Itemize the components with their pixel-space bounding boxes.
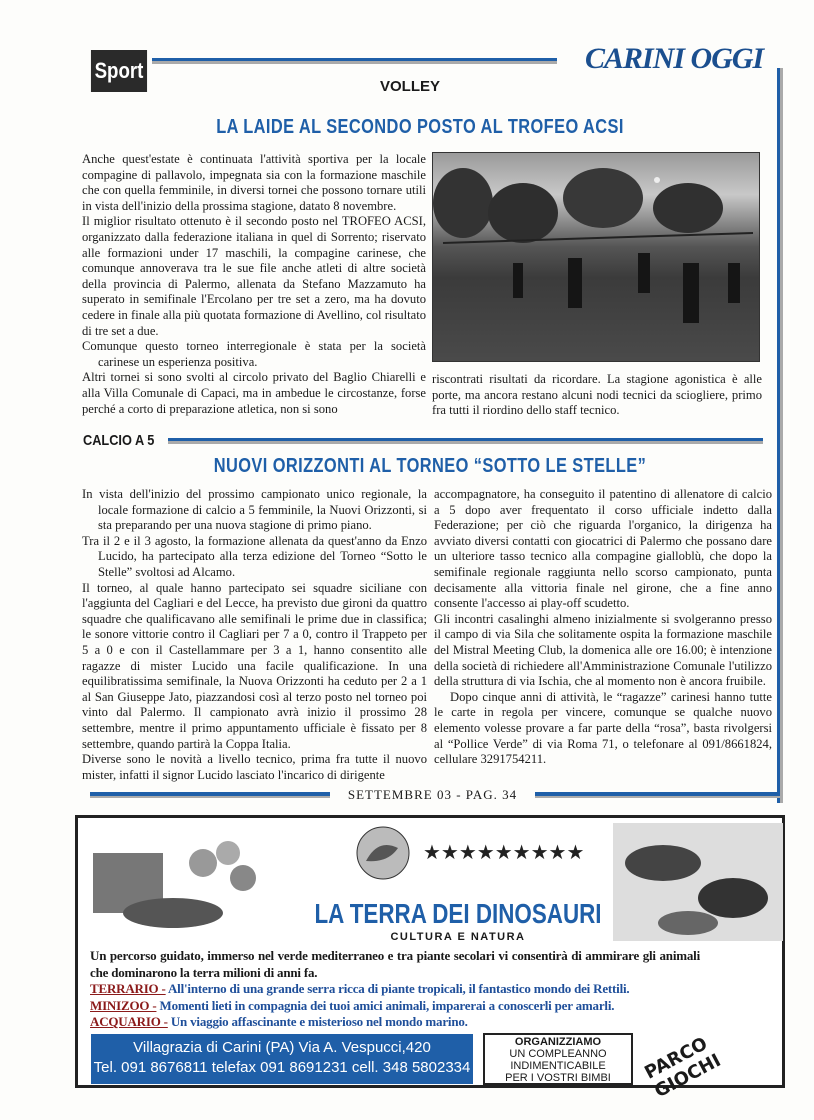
- article1-body-left: [82, 152, 426, 417]
- newspaper-logo: CARINI OGGI: [585, 42, 764, 75]
- dinosaur-emblem: [348, 823, 418, 883]
- paragraph: Diverse sono le novità a livello tecnico, prima fra tutte il nuovo mister, infatti il signor Lucido lasciato l'incarico di dirigente: [82, 752, 427, 782]
- section-tab-sport: Sport: [91, 50, 147, 92]
- playground-label: PARCO GIOCHI: [641, 1033, 725, 1103]
- section-label-calcio: CALCIO A 5: [83, 432, 155, 449]
- org-line: UN COMPLEANNO: [509, 1048, 607, 1060]
- item-label: ACQUARIO -: [90, 1014, 168, 1029]
- item-label: TERRARIO -: [90, 981, 166, 996]
- ad-item-acquario: [90, 1014, 700, 1031]
- footer-rule-right: [535, 792, 780, 798]
- category-label: VOLLEY: [379, 78, 440, 95]
- toys-illustration: [83, 823, 263, 933]
- ad-item-terrario: [90, 981, 700, 998]
- article2-body-right: [434, 487, 772, 768]
- paragraph: Tra il 2 e il 3 agosto, la formazione allenata da quest'anno da Enzo Lucido, ha partecipato alla terza edizione del Torneo “Sotto le Stelle” svoltosi ad Alcamo.: [82, 533, 427, 579]
- paragraph: Il miglior risultato ottenuto è il secondo posto nel TROFEO ACSI, organizzato dalla federazione italiana in quel di Sorrento; riservato alle formazioni under 17 maschili, la compagine carinese, che comunque annoverava tra le sue file anche atleti di altre società della provincia di Palermo, allenata da Stefano Mazzamuto ha superato in semifinale l'Ercolano per tre set a zero, ma ha dovuto cedere in finale alla più quotata formazione di Avellino, col risultato di tre set a due.: [82, 214, 426, 338]
- paragraph: In vista dell'inizio del prossimo campionato unico regionale, la locale formazione di calcio a 5 femminile, la Nuovi Orizzonti, si sta preparando per una nuova stagione di primo piano.: [82, 487, 427, 533]
- volleyball-players-image: [433, 153, 760, 362]
- ad-description: [90, 948, 700, 1031]
- org-line: INDIMENTICABILE: [510, 1060, 606, 1072]
- ad-phones: Tel. 091 8676811 telefax 091 8691231 cell. 348 5802334: [93, 1059, 471, 1076]
- article1-body-right: riscontrati risultati da ricordare. La stagione agonistica è alle porte, ma ancora restano alcuni nodi tecnici da sciogliere, primo fra tutti il riordino dello staff tecnico.: [432, 372, 762, 418]
- ad-intro: Un percorso guidato, immerso nel verde mediterraneo e tra piante secolari vi consentirà di ammirare gli animali che dominarono la terra milioni di anni fa.: [90, 948, 700, 980]
- item-text: All'interno di una grande serra ricca di piante tropicali, il fantastico mondo dei Rettili.: [165, 981, 630, 996]
- paragraph: Il torneo, al quale hanno partecipato sei squadre siciliane con l'aggiunta del Cagliari e del Lecce, ha previsto due gironi da quattro squadre che qualificavano alle semifinali le prime due in classifica; le sonore vittorie contro il Cagliari per 7 a 0, contro il Trappeto per 5 a 0 e con il Castellammare per 3 a 1, hanno consentito alle ragazze di mister Lucido una facile qualificazione. In una equilibratissima semifinale, la Nuova Orizzonti ha ceduto per 2 a 1 al San Giuseppe Jato, piazzandosi così al terzo posto nel torneo poi vinto dal Palermo. Il campionato avrà inizio il prossimo 28 settembre, mentre il primo appuntamento ufficiale è fissato per 8 settembre, quando partirà la Coppa Italia.: [82, 580, 427, 751]
- header-rule: [152, 58, 557, 64]
- paragraph: Anche quest'estate è continuata l'attività sportiva per la locale compagine di pallavolo, impegnata sia con la formazione maschile che con quella femminile, in diversi tornei che possono tornare utili in vista dell'inizio della prossima stagione, datato 8 novembre.: [82, 152, 426, 213]
- stars-decoration: ★★★★★★★★★: [423, 842, 585, 864]
- ad-address: Villagrazia di Carini (PA) Via A. Vespucci,420: [133, 1039, 431, 1056]
- paragraph: Comunque questo torneo interregionale è stata per la società carinese un esperienza positiva.: [82, 339, 426, 369]
- ad-contact-box: [91, 1034, 473, 1084]
- volleyball-photo: [432, 152, 760, 362]
- ad-title: LA TERRA DEI DINOSAURI: [314, 898, 602, 929]
- sea-life-illustration: [613, 823, 783, 941]
- item-text: Momenti lieti in compagnia dei tuoi amici animali, imparerai a conoscerli per amarli.: [156, 997, 615, 1013]
- footer-rule-left: [90, 792, 330, 798]
- item-text: Un viaggio affascinante e misterioso nel mondo marino.: [167, 1014, 468, 1029]
- ad-item-minizoo: [90, 998, 700, 1015]
- paragraph: Dopo cinque anni di attività, le “ragazze” carinesi hanno tutte le carte in regola per vincere, comunque se qualche nuovo elemento volesse provare a far parte della “rosa”, basta rivolgersi al “Pollice Verde” di via Roma 71, o telefonare al 091/8661824, cellulare 3291754211.: [434, 689, 772, 767]
- paragraph: Altri tornei si sono svolti al circolo privato del Baglio Chiarelli e alla Villa Comunale di Capaci, ma in ambedue le circostanze, forse perché a corto di preparazione atletica, non si sono: [82, 370, 426, 416]
- article1-headline: LA LAIDE AL SECONDO POSTO AL TROFEO ACSI: [216, 116, 624, 138]
- advertisement: [75, 815, 785, 1103]
- section-rule: [168, 438, 763, 444]
- org-line: PER I VOSTRI BIMBI: [505, 1072, 611, 1084]
- birthday-box: [483, 1033, 633, 1085]
- org-line: ORGANIZZIAMO: [514, 1036, 602, 1048]
- page-footer: SETTEMBRE 03 - PAG. 34: [347, 787, 518, 802]
- frame-rule: [777, 68, 783, 803]
- ad-subtitle: CULTURA E NATURA: [390, 931, 526, 943]
- paragraph: Gli incontri casalinghi almeno inizialmente si svolgeranno presso il campo di via Sila che solitamente ospita la formazione maschile del Mistral Meeting Club, la domenica alle ore 16.00; è intenzione della società di richiedere all'Amministrazione Comunale l'utilizzo della struttura di via Ischia, che al momento non è ancora fruibile.: [434, 611, 772, 689]
- paragraph: accompagnatore, ha conseguito il patentino di allenatore di calcio a 5 dopo aver frequentato il corso ufficiale indetto dalla Federazione; per ciò che riguarda l'organico, la dirigenza ha avviato diversi contatti con giocatrici di Palermo che possano dare un ulteriore tasso tecnico alla compagine gialloblù, che dopo la semifinale regionale raggiunta nello scorso campionato, punta decisamente alla vittoria finale nel girone, che a fine anno consente l'accesso ai play-off scudetto.: [434, 487, 772, 611]
- article2-headline: NUOVI ORIZZONTI AL TORNEO “SOTTO LE STELLE”: [213, 455, 647, 477]
- item-label: MINIZOO -: [90, 997, 157, 1013]
- article2-body-left: [82, 487, 427, 783]
